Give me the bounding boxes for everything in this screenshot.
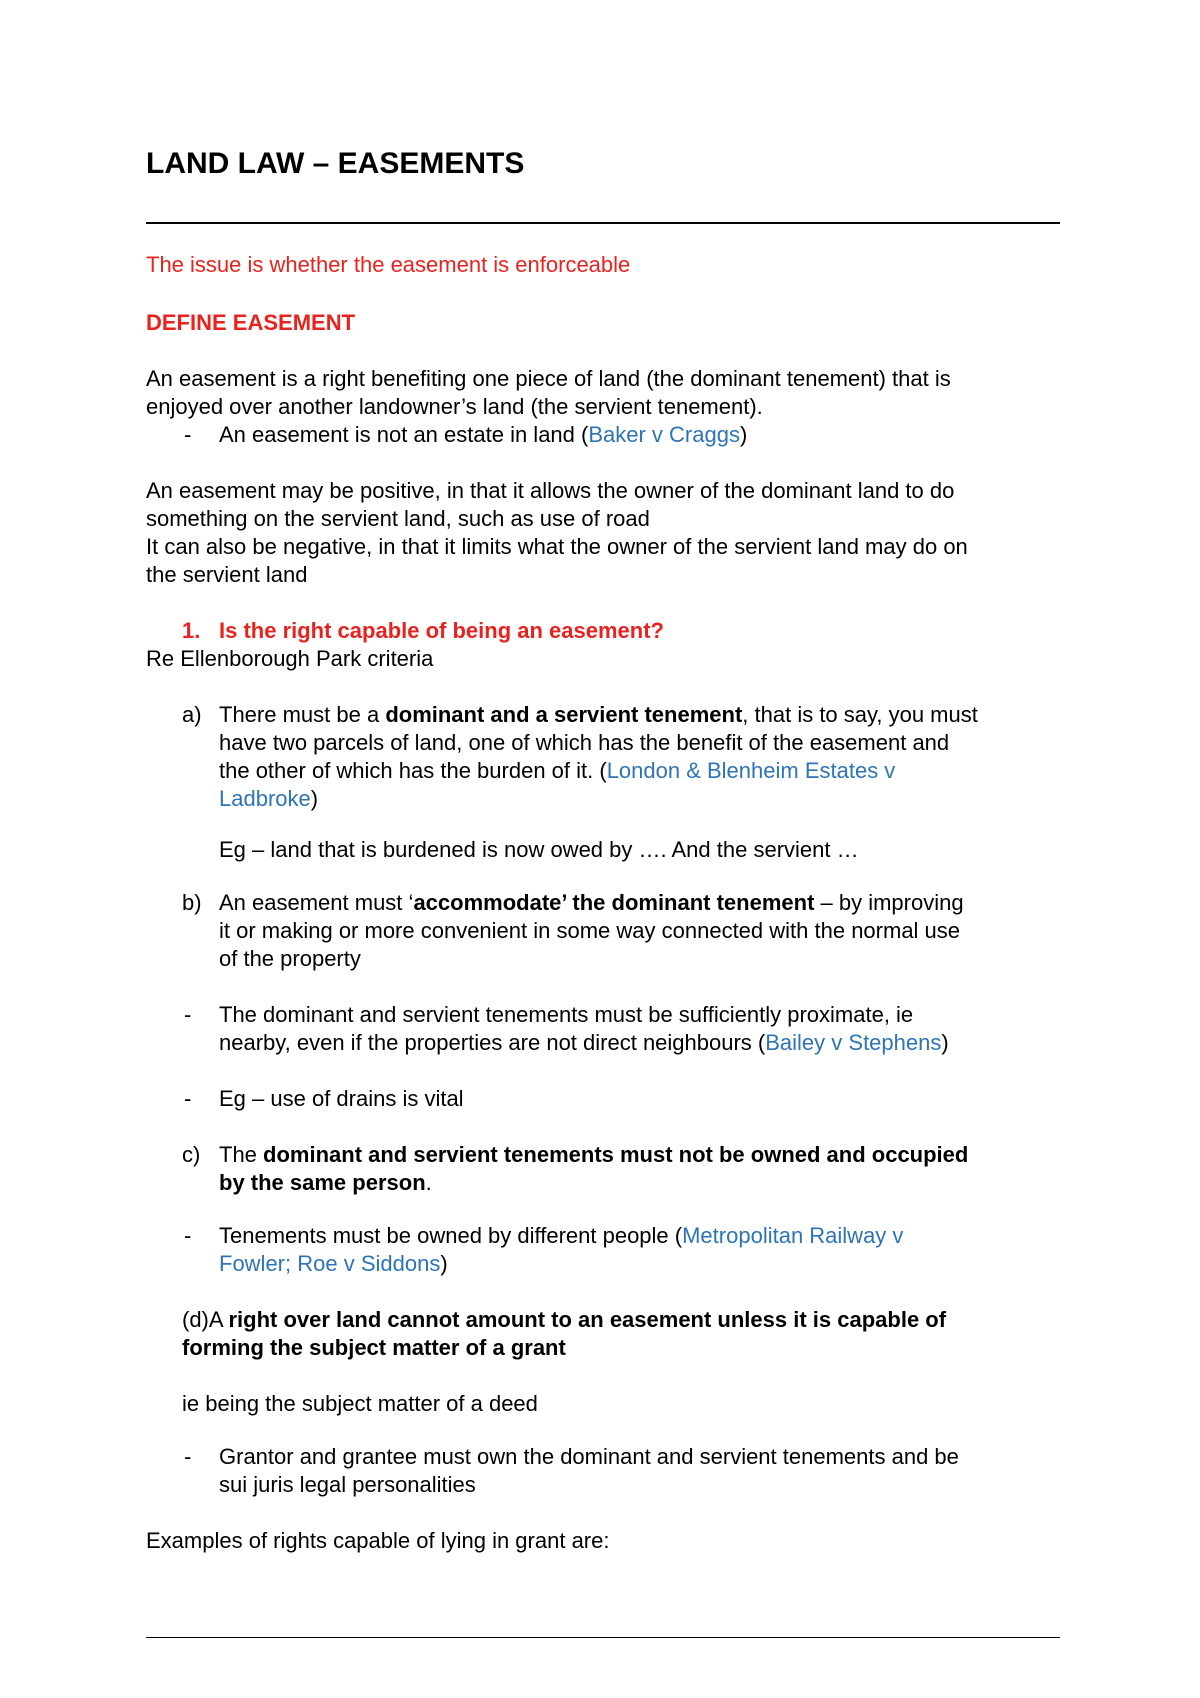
footer-divider: [146, 1637, 1060, 1638]
question-1-heading: Is the right capable of being an easement?: [219, 618, 664, 643]
proximate-line-2: nearby, even if the properties are not direct neighbours (Bailey v Stephens): [219, 1030, 949, 1055]
criterion-a-marker: a): [182, 702, 202, 727]
issue-statement: The issue is whether the easement is enforceable: [146, 252, 631, 277]
question-1-number: 1.: [182, 618, 201, 643]
criterion-a-example: Eg – land that is burdened is now owed by …. And the servient …: [219, 837, 859, 862]
tenements-line-1: Tenements must be owned by different people (Metropolitan Railway v: [219, 1223, 904, 1248]
positive-line-1: An easement may be positive, in that it allows the owner of the dominant land to do: [146, 478, 955, 503]
proximate-line-1: The dominant and servient tenements must be sufficiently proximate, ie: [219, 1002, 914, 1027]
case-baker-v-craggs: Baker v Craggs: [588, 422, 740, 447]
definition-line-1: An easement is a right benefiting one piece of land (the dominant tenement) that is: [146, 366, 951, 391]
bullet-marker: -: [184, 1444, 192, 1469]
bullet-marker: -: [184, 1086, 192, 1111]
criterion-b-line-3: of the property: [219, 946, 361, 971]
grantor-line-2: sui juris legal personalities: [219, 1472, 476, 1497]
page-title: LAND LAW – EASEMENTS: [146, 147, 525, 180]
criterion-c-line-2: by the same person.: [219, 1170, 432, 1195]
grantor-line-1: Grantor and grantee must own the dominant and servient tenements and be: [219, 1444, 959, 1469]
criterion-b-marker: b): [182, 890, 202, 915]
criterion-c-line-1: The dominant and servient tenements must not be owned and occupied: [219, 1142, 969, 1167]
criterion-d-line-2: forming the subject matter of a grant: [182, 1335, 566, 1360]
deed-note: ie being the subject matter of a deed: [182, 1391, 538, 1416]
criterion-d-line-1: (d)A right over land cannot amount to an easement unless it is capable of: [182, 1307, 947, 1332]
case-london-blenheim: London & Blenheim Estates v: [606, 758, 896, 783]
criterion-a-line-4: Ladbroke): [219, 786, 319, 811]
drains-example: Eg – use of drains is vital: [219, 1086, 464, 1111]
define-heading: DEFINE EASEMENT: [146, 310, 356, 335]
criterion-a-line-1: There must be a dominant and a servient tenement, that is to say, you must: [219, 702, 978, 727]
negative-line-1: It can also be negative, in that it limits what the owner of the servient land may do on: [146, 534, 968, 559]
criterion-a-line-3: the other of which has the burden of it. (London & Blenheim Estates v: [219, 758, 896, 783]
criterion-a-line-2: have two parcels of land, one of which has the benefit of the easement and: [219, 730, 950, 755]
criterion-b-line-1: An easement must ‘accommodate’ the dominant tenement – by improving: [219, 890, 964, 915]
criterion-c-marker: c): [182, 1142, 201, 1167]
title-divider: [146, 222, 1060, 224]
case-bailey-v-stephens: Bailey v Stephens: [765, 1030, 942, 1055]
examples-intro: Examples of rights capable of lying in grant are:: [146, 1528, 610, 1553]
case-metropolitan-railway: Metropolitan Railway v: [682, 1223, 904, 1248]
tenements-line-2: Fowler; Roe v Siddons): [219, 1251, 448, 1276]
negative-line-2: the servient land: [146, 562, 308, 587]
criteria-label: Re Ellenborough Park criteria: [146, 646, 434, 671]
bullet-marker: -: [184, 422, 192, 447]
definition-line-2: enjoyed over another landowner’s land (the servient tenement).: [146, 394, 763, 419]
bullet-marker: -: [184, 1002, 192, 1027]
positive-line-2: something on the servient land, such as use of road: [146, 506, 650, 531]
bullet-marker: -: [184, 1223, 192, 1248]
bullet-estate: An easement is not an estate in land (Baker v Craggs): [219, 422, 748, 447]
criterion-b-line-2: it or making or more convenient in some way connected with the normal use: [219, 918, 961, 943]
